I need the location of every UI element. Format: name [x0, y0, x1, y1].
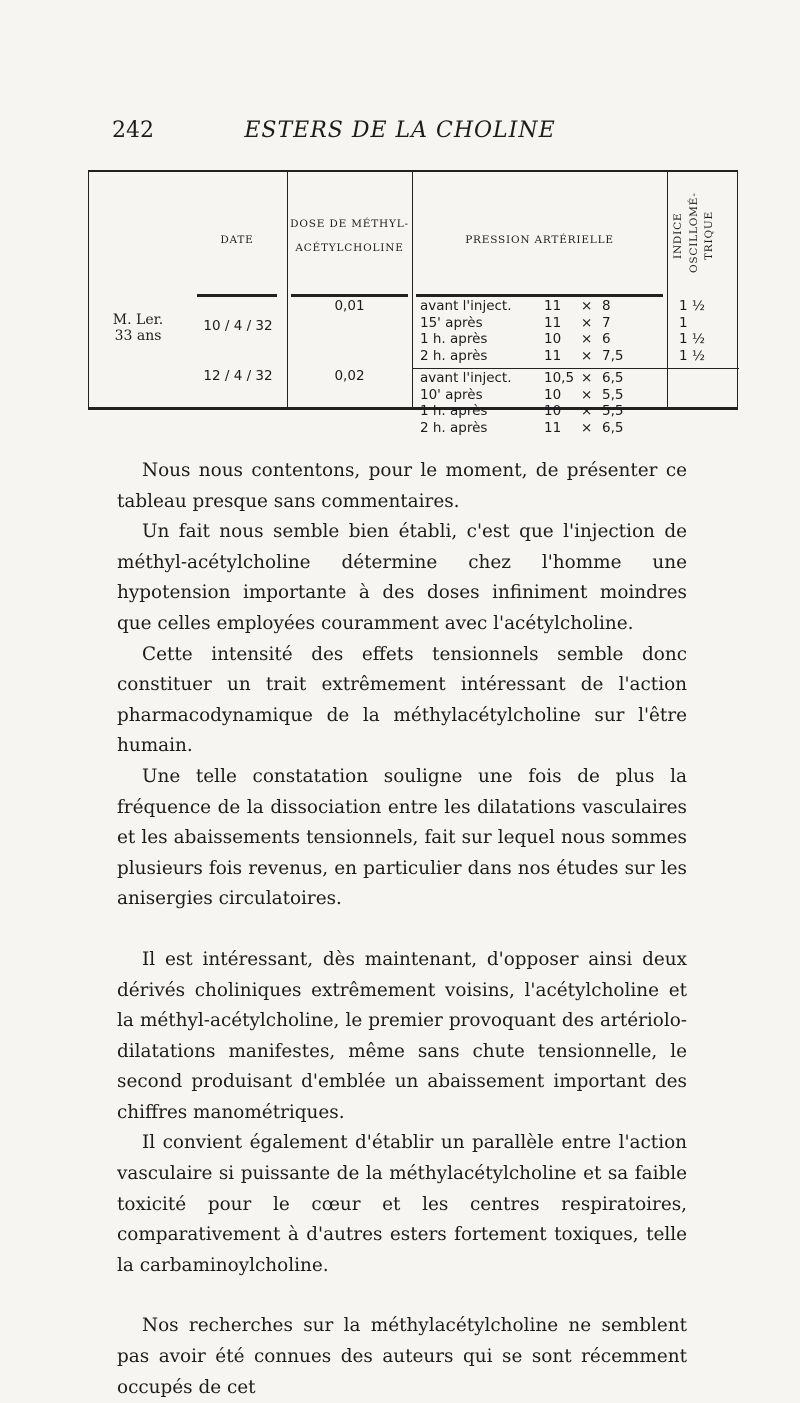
paragraph: Cette intensité des effets tensionnels semble donc constituer un trait extrêmement intéressant de l'action pharmacodynamique de la méthylacétylcholine sur l'être humain. [117, 643, 687, 757]
row2-diastolic-2: 5,5 [602, 386, 624, 403]
row1-index-1: 1 ½ [679, 298, 705, 314]
row1-systolic-1: 11 [544, 298, 562, 314]
row2-diastolic-3: 5,5 [602, 403, 624, 419]
running-title: ESTERS DE LA CHOLINE [244, 118, 556, 143]
row2-time-3: 1 h. après [420, 403, 488, 419]
row2-diastolic-1: 6,5 [602, 370, 624, 386]
row2-systolic-4: 11 [544, 419, 562, 436]
row2-time-4: 2 h. après [420, 419, 488, 436]
data-table [88, 170, 738, 436]
times-sign: × [581, 331, 593, 347]
paragraph: Nous nous contentons, pour le moment, de présenter ce tableau presque sans commentaires. [117, 460, 687, 512]
paragraph: Il convient également d'établir un parallèle entre l'action vasculaire si puissante de la méthylacétylcholine et sa faible toxicité pour le cœur et les centres respiratoires, comparativement à d'autres esters fortement toxiques, telle la carbaminoylcholine. [117, 1132, 687, 1276]
times-sign: × [581, 403, 593, 419]
row1-time-1: avant l'inject. [420, 298, 512, 314]
row1-dose: 0,01 [334, 298, 365, 314]
row1-diastolic-1: 8 [602, 298, 611, 314]
times-sign: × [581, 298, 593, 314]
col-header-dose-line2: ACÉTYLCHOLINE [295, 242, 404, 254]
row1-diastolic-2: 7 [602, 314, 611, 331]
column-rule [667, 172, 668, 407]
patient-name: M. Ler. [112, 312, 164, 328]
page-header [0, 118, 800, 158]
row2-date: 12 / 4 / 32 [203, 368, 273, 384]
row1-index-4: 1 ½ [679, 347, 705, 364]
row1-time-4: 2 h. après [420, 347, 488, 364]
times-sign: × [581, 419, 593, 436]
row2-systolic-3: 10 [544, 403, 562, 419]
row2-time-1: avant l'inject. [420, 370, 512, 386]
row1-diastolic-3: 6 [602, 331, 611, 347]
row1-diastolic-4: 7,5 [602, 347, 624, 364]
col-header-index-line3: TRIQUE [703, 211, 715, 261]
times-sign: × [581, 314, 593, 331]
row1-time-3: 1 h. après [420, 331, 488, 347]
row1-index-3: 1 ½ [679, 331, 705, 347]
col-header-index-line2: OSCILLOMÉ- [688, 192, 700, 274]
row2-time-2: 10' après [420, 386, 483, 403]
paragraph: Une telle constatation souligne une fois de plus la fréquence de la dissociation entre les dilatations vasculaires et les abaissements tensionnels, fait sur lequel nous sommes plusieurs fois revenus, en particulier dans nos études sur les anisergies circulatoires. [117, 765, 687, 910]
times-sign: × [581, 386, 593, 403]
header-rule [197, 294, 277, 297]
row2-systolic-2: 10 [544, 386, 562, 403]
col-header-date: DATE [220, 234, 254, 246]
column-rule [412, 172, 413, 407]
paragraph: Nos recherches sur la méthylacétylcholine ne semblent pas avoir été connues des auteurs qui se sont récemment occupés de cet [117, 1315, 687, 1398]
col-header-dose-line1: DOSE DE MÉTHYL- [290, 218, 409, 230]
page-number: 242 [112, 118, 154, 143]
times-sign: × [581, 370, 593, 386]
row1-systolic-3: 10 [544, 331, 562, 347]
body-text [117, 456, 687, 1403]
row1-date: 10 / 4 / 32 [203, 318, 273, 334]
times-sign: × [581, 347, 593, 364]
paragraph: Un fait nous semble bien établi, c'est que l'injection de méthyl-acétylcholine détermine chez l'homme une hypotension importante à des doses infiniment moindres que celles employées couramment avec l'acétylcholine. [117, 521, 687, 634]
col-header-pressure: PRESSION ARTÉRIELLE [465, 234, 614, 246]
row2-systolic-1: 10,5 [544, 370, 575, 386]
row2-diastolic-4: 6,5 [602, 419, 624, 436]
paragraph: Il est intéressant, dès maintenant, d'opposer ainsi deux dérivés choliniques extrêmement voisins, l'acétylcholine et la méthyl-acétylcholine, le premier provoquant des artériolo-dilatations manifestes, même sans chute tensionnelle, le second produisant d'emblée un abaissement important des chiffres manométriques. [117, 948, 687, 1123]
row1-time-2: 15' après [420, 314, 483, 331]
header-rule [291, 294, 408, 297]
header-rule [416, 294, 663, 297]
row2-dose: 0,02 [334, 368, 365, 384]
row-separator [412, 368, 739, 369]
row1-systolic-4: 11 [544, 347, 562, 364]
col-header-index-line1: INDICE [672, 212, 684, 260]
row1-index-2: 1 [679, 314, 688, 331]
patient-age: 33 ans [114, 328, 162, 344]
row1-systolic-2: 11 [544, 314, 562, 331]
